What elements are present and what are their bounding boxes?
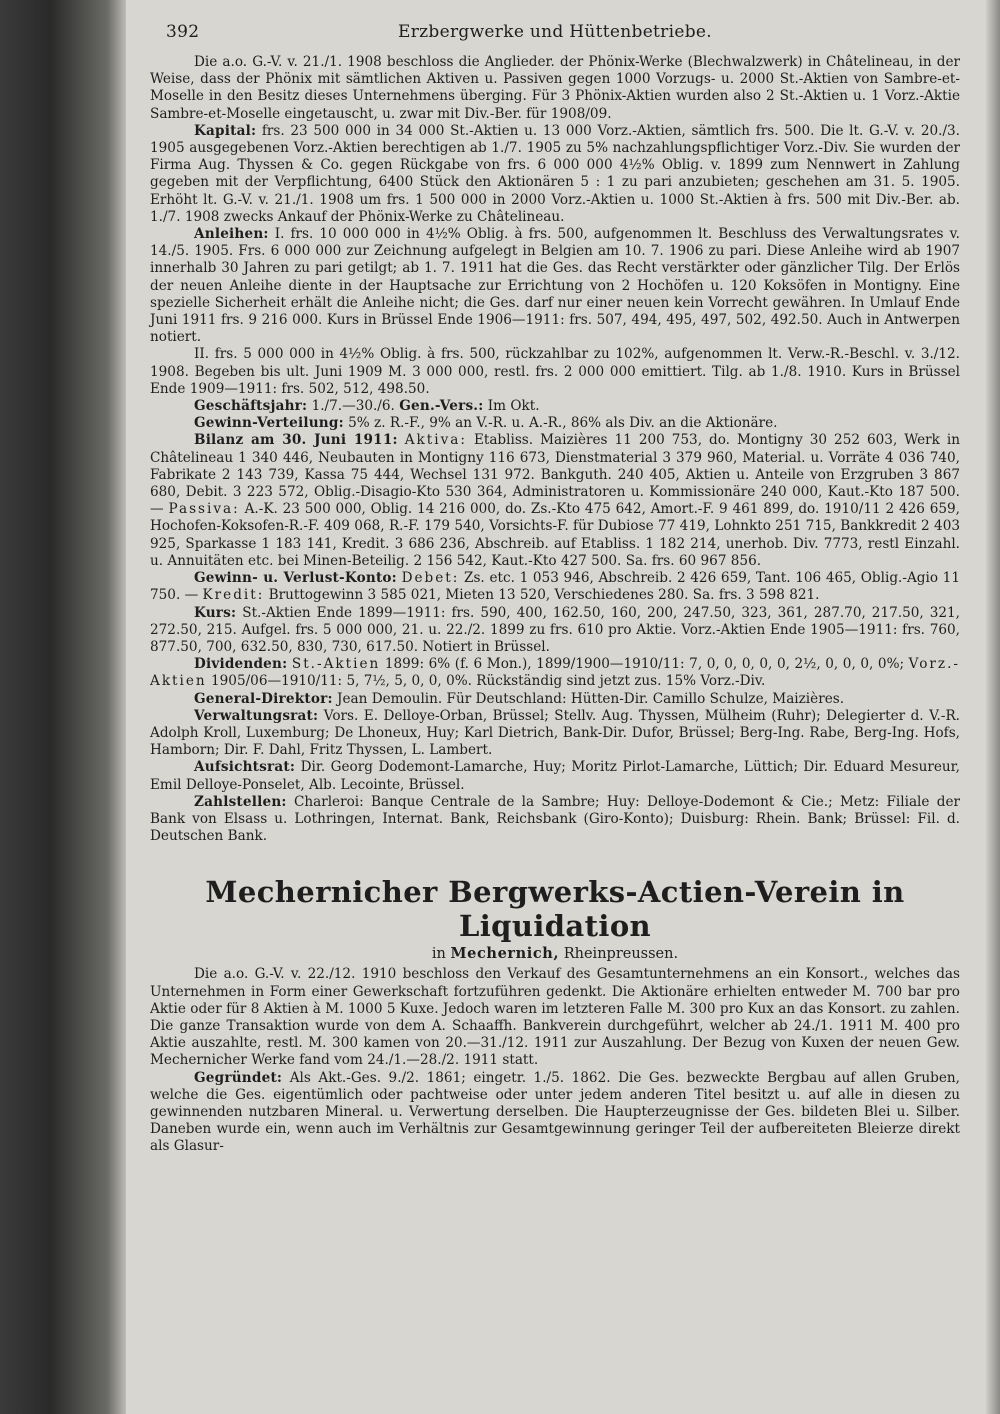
dividenden-paragraph bbox=[150, 656, 960, 690]
geschaeftsjahr-label: Geschäftsjahr: bbox=[194, 398, 308, 415]
book-page bbox=[150, 22, 960, 1392]
guv-debet-word: Debet: bbox=[401, 570, 460, 587]
guv-debet-text: Zs. etc. 1 053 946, Abschreib. 2 426 659, Tant. 106 465, Oblig.-Agio 11 750. — bbox=[150, 570, 960, 604]
section-subtitle bbox=[150, 945, 960, 962]
bilanz-aktiva-word: Aktiva: bbox=[404, 432, 467, 449]
verwaltungsrat-paragraph bbox=[150, 708, 960, 760]
dividenden-st-word: St.-Aktien bbox=[291, 656, 381, 673]
gegruendet-paragraph bbox=[150, 1070, 960, 1156]
page-header bbox=[150, 22, 960, 54]
zahlstellen-label: Zahlstellen: bbox=[194, 793, 287, 810]
kurs-label: Kurs: bbox=[194, 604, 237, 621]
mechernich-intro-paragraph: Die a.o. G.-V. v. 22./12. 1910 beschloss den Verkauf des Gesamtunternehmens an ein Konsort., welches das Unternehmen in Form einer Gewerkschaft fortzuführen gedenkt. Die Aktionäre erhielten entweder M. 700 bar pro Aktie oder für 8 Aktien à M. 1000 5 Kuxe. Jedoch waren im letzteren Falle M. 300 pro Kux an das Konsort. zu zahlen. Die ganze Transaktion wurde von dem A. Schaaffh. Bankverein durchgeführt, welcher ab 24./1. 1911 M. 400 pro Aktie auszahlte, restl. M. 300 kamen von 20.—31./12. 1911 zur Auszahlung. Der Bezug von Kuxen der neuen Gew. Mechernicher Werke fand vom 24./1.—28./2. 1911 statt. bbox=[150, 966, 960, 1069]
verwaltungsrat-label: Verwaltungsrat: bbox=[194, 707, 319, 724]
generaldirektor-paragraph bbox=[150, 691, 960, 708]
bilanz-passiva-text: A.-K. 23 500 000, Oblig. 14 216 000, do. Zs.-Kto 475 642, Amort.-F. 9 461 899, do. 1910/11 2 426 659, Hochofen-Koksofen-R.-F. 409 068, R.-F. 179 540, Vorsichts-F. für Dubiose 77 419, Lohnkto 251 715, Bankkredit 2 403 925, Sparkasse 1 183 141, Kredit. 3 686 236, Abschreib. auf Etabliss. 1 182 214, unerhob. Div. 7773, restl Einzahl. u. Annuitäten etc. bei Minen-Beteilig. 2 156 542, Kaut.-Kto 427 500. Sa. frs. 60 967 856. bbox=[150, 501, 960, 569]
guv-label: Gewinn- u. Verlust-Konto: bbox=[194, 570, 397, 587]
geschaeftsjahr-text: 1./7.—30./6. bbox=[311, 398, 395, 415]
page-number: 392 bbox=[166, 22, 200, 42]
page-edge-shadow bbox=[986, 0, 1000, 1414]
bilanz-label: Bilanz am 30. Juni 1911: bbox=[194, 432, 398, 449]
gewinnverteilung-label: Gewinn-Verteilung: bbox=[194, 415, 344, 432]
dividenden-st-text: 1899: 6% (f. 6 Mon.), 1899/1900—1910/11: 7, 0, 0, 0, 0, 0, 2½, 0, 0, 0, 0%; bbox=[384, 656, 905, 673]
dividenden-vorz-text: 1905/06—1910/11: 5, 7½, 5, 0, 0, 0%. Rückständig sind jetzt zus. 15% Vorz.-Div. bbox=[211, 673, 766, 690]
bilanz-passiva-word: Passiva: bbox=[168, 501, 240, 518]
guv-kredit-text: Bruttogewinn 3 585 021, Mieten 13 520, Verschiedenes 280. Sa. frs. 3 598 821. bbox=[268, 587, 820, 604]
kurs-paragraph bbox=[150, 605, 960, 657]
anleihen-ii-paragraph: II. frs. 5 000 000 in 4½% Oblig. à frs. 500, rückzahlbar zu 102%, aufgenommen lt. Verw.-R.-Beschl. v. 3./12. 1908. Begeben bis ult. Juni 1909 M. 3 000 000, restl. frs. 2 000 000 emittiert. Tilg. ab 1./8. 1910. Kurs in Brüssel Ende 1909—1911: frs. 502, 512, 498.50. bbox=[150, 346, 960, 397]
aufsichtsrat-paragraph bbox=[150, 759, 960, 793]
genvers-label: Gen.-Vers.: bbox=[399, 398, 484, 415]
aufsichtsrat-label: Aufsichtsrat: bbox=[194, 759, 296, 776]
aufsichtsrat-text: Dir. Georg Dodemont-Lamarche, Huy; Moritz Pirlot-Lamarche, Lüttich; Dir. Eduard Mesureur, Emil Delloye-Ponselet, Alb. Lecointe, Brüssel. bbox=[150, 759, 961, 793]
subtitle-prefix: in bbox=[431, 946, 446, 963]
gewinnverteilung-paragraph bbox=[150, 415, 960, 432]
gegruendet-text: Als Akt.-Ges. 9./2. 1861; eingetr. 1./5. 1862. Die Ges. bezweckte Bergbau auf allen Gruben, welche die Ges. eigentümlich oder pachtweise oder unter jedem anderen Titel besitzt u. auf alle in diesen zu gewinnenden nutzbaren Mineral. u. Verwertung derselben. Die Haupterzeugnisse der Ges. bildeten Blei u. Silber. Daneben wurde ein, wenn auch im Verhältnis zur Gesamtgewinnung geringer Teil der aufbereiteten Bleierze direkt als Glasur- bbox=[150, 1069, 960, 1155]
subtitle-region: Rheinpreussen. bbox=[563, 946, 679, 963]
gegruendet-label: Gegründet: bbox=[194, 1069, 283, 1086]
kapital-label: Kapital: bbox=[194, 122, 257, 139]
running-head: Erzbergwerke und Hüttenbetriebe. bbox=[398, 22, 712, 42]
subtitle-place: Mechernich, bbox=[450, 945, 560, 963]
anleihen-text: I. frs. 10 000 000 in 4½% Oblig. à frs. 500, aufgenommen lt. Beschluss des Verwaltungsrates v. 14./5. 1905. Frs. 6 000 000 zur Zeichnung aufgelegt in Belgien am 10. 7. 1906 zu pari. Diese Anleihe wird ab 1907 innerhalb 30 Jahren zu pari getilgt; ab 1. 7. 1911 hat die Ges. das Recht verstärkter oder gänzlicher Tilg. Der Erlös der neuen Anleihe diente in der Hauptsache zur Errichtung von 2 Hochöfen u. 120 Koksöfen in Montigny. Eine spezielle Sicherheit erhält die Anleihe nicht; die Ges. darf nur einer neuen kein Vorrecht gewähren. In Umlauf Ende Juni 1911 frs. 9 216 000. Kurs in Brüssel Ende 1906—1911: frs. 507, 494, 495, 497, 502, 492.50. Auch in Antwerpen notiert. bbox=[150, 226, 960, 346]
zahlstellen-text: Charleroi: Banque Centrale de la Sambre; Huy: Delloye-Dodemont & Cie.; Metz: Filiale der Bank von Elsass u. Lothringen, Internat. Bank, Reichsbank (Giro-Konto); Duisburg: Rhein. Bank; Brüssel: Fil. d. Deutschen Bank. bbox=[150, 793, 961, 845]
anleihen-paragraph bbox=[150, 226, 960, 346]
dividenden-vorz-word: Vorz.-Aktien bbox=[150, 656, 960, 690]
guv-paragraph bbox=[150, 570, 960, 604]
genvers-text: Im Okt. bbox=[487, 398, 540, 415]
guv-kredit-word: Kredit: bbox=[202, 587, 265, 604]
section-title: Mechernicher Bergwerks-Actien-Verein in Liquidation bbox=[205, 875, 905, 944]
generaldirektor-label: General-Direktor: bbox=[194, 690, 333, 707]
verwaltungsrat-text: Vors. E. Delloye-Orban, Brüssel; Stellv. Aug. Thyssen, Mülheim (Ruhr); Delegierter d. V.-R. Adolph Kroll, Luxemburg; De Lhoneux, Huy; Karl Dietrich, Bank-Dir. Dufor, Brüssel; Berg-Ing. Rabe, Berg-Ing. Hofs, Hamborn; Dir. F. Dahl, Fritz Thyssen, L. Lambert. bbox=[150, 707, 960, 759]
gewinnverteilung-text: 5% z. R.-F., 9% an V.-R. u. A.-R., 86% als Div. an die Aktionäre. bbox=[348, 415, 778, 432]
kapital-paragraph bbox=[150, 123, 960, 226]
zahlstellen-paragraph bbox=[150, 794, 960, 846]
phoenix-merger-paragraph: Die a.o. G.-V. v. 21./1. 1908 beschloss die Anglieder. der Phönix-Werke (Blechwalzwerk) in Châtelineau, in der Weise, dass der Phönix mit sämtlichen Aktiven u. Passiven gegen 1000 Vorzugs- u. 2000 St.-Aktien von Sambre-et-Moselle in den Besitz dieses Unternehmens überging. Für 3 Phönix-Aktien wurden also 2 St.-Aktien u. 1 Vorz.-Aktie Sambre-et-Moselle eingetauscht, u. zwar mit Div.-Ber. für 1908/09. bbox=[150, 54, 960, 122]
bilanz-aktiva-text: Etabliss. Maizières 11 200 753, do. Montigny 30 252 603, Werk in Châtelineau 1 340 446, Neubauten in Montigny 116 673, Dienstmaterial 3 379 960, Material. u. Vorräte 4 036 740, Fabrikate 2 143 739, Kassa 75 444, Wechsel 131 972. Bankguth. 240 405, Aktien u. Anteile von Erzgruben 3 867 680, Debit. 3 223 572, Oblig.-Disagio-Kto 530 364, Administratoren u. Kommissionäre 240 000, Kaut.-Kto 187 500. — bbox=[150, 432, 960, 518]
geschaeftsjahr-paragraph bbox=[150, 398, 960, 415]
dividenden-label: Dividenden: bbox=[194, 656, 288, 673]
bilanz-paragraph bbox=[150, 432, 960, 570]
book-spine-shadow bbox=[0, 0, 126, 1414]
generaldirektor-text: Jean Demoulin. Für Deutschland: Hütten-Dir. Camillo Schulze, Maizières. bbox=[337, 690, 845, 707]
kurs-text: St.-Aktien Ende 1899—1911: frs. 590, 400, 162.50, 160, 200, 247.50, 323, 361, 287.70, 217.50, 321, 272.50, 215. Aufgel. frs. 5 000 000, 21. u. 22./2. 1899 zu frs. 610 pro Aktie. Vorz.-Aktien Ende 1905—1911: frs. 760, 877.50, 700, 632.50, 830, 730, 617.50. Notiert in Brüssel. bbox=[150, 604, 960, 655]
anleihen-label: Anleihen: bbox=[194, 226, 269, 243]
kapital-text: frs. 23 500 000 in 34 000 St.-Aktien u. 13 000 Vorz.-Aktien, sämtlich frs. 500. Die lt. G.-V. v. 20./3. 1905 ausgegebenen Vorz.-Aktien berechtigen ab 1./7. 1905 zu 5% nachzahlungspflichtiger Vorz.-Div. Sie wurden der Firma Aug. Thyssen & Co. gegen Rückgabe von frs. 6 000 000 4½% Oblig. v. 1899 zum Nennwert in Zahlung gegeben mit der Verpflichtung, 6400 Stück den Aktionären 5 : 1 zu pari anzubieten; geschehen am 31. 5. 1905. Erhöht lt. G.-V. v. 21./1. 1908 um frs. 1 500 000 in 2000 Vorz.-Aktien u. 1000 St.-Aktien à frs. 500 mit Div.-Ber. ab. 1./7. 1908 zwecks Ankauf der Phönix-Werke zu Châtelineau. bbox=[150, 122, 961, 225]
